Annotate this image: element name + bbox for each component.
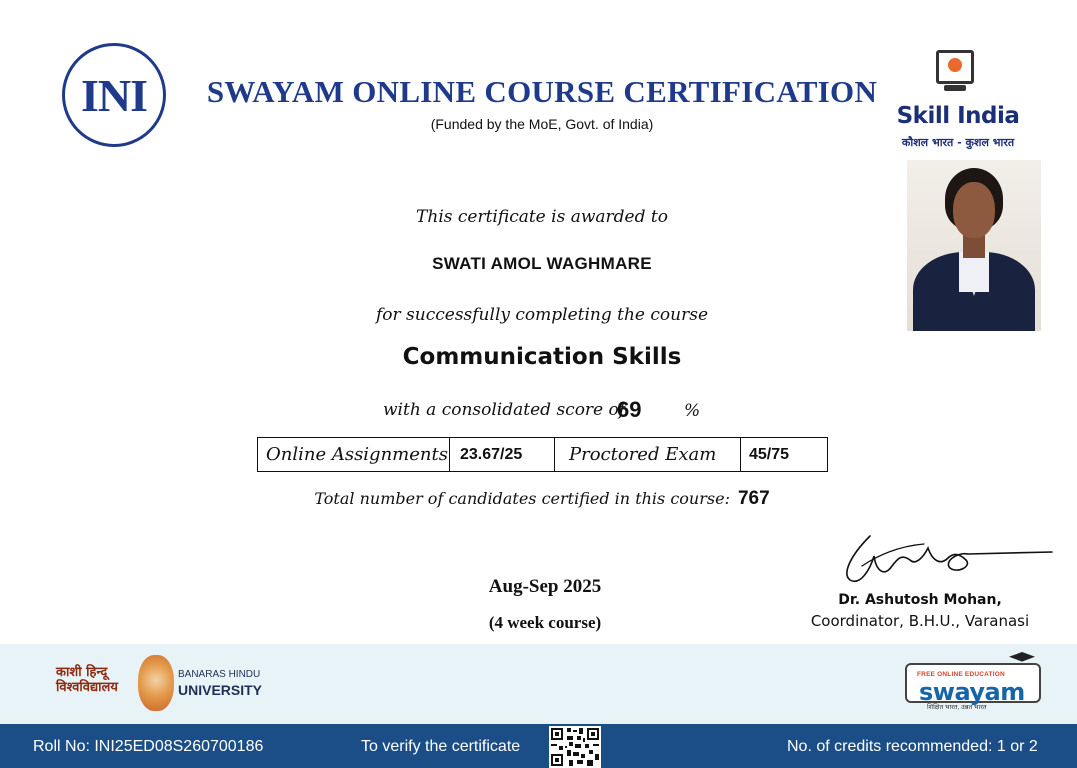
swayam-subtitle: शिक्षित भारत, उन्नत भारत: [927, 704, 987, 711]
proctored-exam-label: Proctored Exam: [555, 438, 741, 471]
signatory-role: Coordinator, B.H.U., Varanasi: [810, 612, 1030, 630]
skill-india-tagline: कौशल भारत - कुशल भारत: [901, 136, 1015, 149]
swayam-name: swayam: [919, 678, 1025, 706]
bhu-english-line2: UNIVERSITY: [178, 682, 263, 698]
certificate-title: SWAYAM ONLINE COURSE CERTIFICATION: [206, 74, 878, 109]
bhu-emblem-icon: [138, 655, 174, 711]
skill-india-name: Skill India: [896, 103, 1020, 129]
course-name: Communication Skills: [402, 344, 682, 370]
certificate-subtitle: (Funded by the MoE, Govt. of India): [430, 116, 654, 132]
bhu-english-line1: BANARAS HINDU: [178, 669, 261, 680]
swayam-logo: [905, 652, 1043, 712]
total-certified-label: Total number of candidates certified in this course:: [314, 489, 730, 508]
recipient-photo: [907, 160, 1041, 331]
score-breakdown-table: [257, 437, 828, 472]
ini-logo-text: INI: [80, 69, 148, 121]
online-assignments-label: Online Assignments: [258, 438, 450, 471]
bhu-hindi-name: [56, 665, 118, 695]
course-session: Aug-Sep 2025: [488, 576, 602, 597]
recipient-name: SWATI AMOL WAGHMARE: [432, 254, 652, 273]
ini-logo: [62, 43, 166, 147]
bhu-hindi-line1: काशी हिन्दू: [56, 665, 108, 680]
swayam-logo-box: [905, 663, 1041, 706]
verify-text: To verify the certificate: [361, 738, 521, 755]
bhu-logo: [56, 655, 266, 713]
score-unit: %: [684, 401, 701, 421]
signature-icon: [840, 526, 1054, 590]
completion-text: for successfully completing the course: [375, 305, 709, 325]
signatory-name: Dr. Ashutosh Mohan,: [838, 592, 1002, 608]
awarded-text: This certificate is awarded to: [416, 207, 668, 227]
bhu-hindi-line2: विश्वविद्यालय: [56, 680, 118, 695]
skill-india-logo: [888, 48, 1028, 156]
score-label: with a consolidated score of: [383, 400, 626, 420]
qr-code-icon[interactable]: [549, 726, 601, 768]
online-assignments-score: 23.67/25: [450, 438, 555, 471]
course-duration: (4 week course): [488, 613, 602, 632]
swayam-tagline: FREE ONLINE EDUCATION: [917, 671, 1005, 678]
bottom-info-bar: [0, 724, 1077, 768]
roll-number: Roll No: INI25ED08S260700186: [33, 738, 264, 755]
monitor-icon: [936, 50, 974, 84]
total-certified-row: [180, 488, 904, 510]
proctored-exam-score: 45/75: [749, 445, 790, 463]
score-value: 69: [617, 397, 642, 422]
total-certified-value: 767: [737, 488, 770, 509]
credits-recommended: No. of credits recommended: 1 or 2: [787, 738, 1038, 755]
